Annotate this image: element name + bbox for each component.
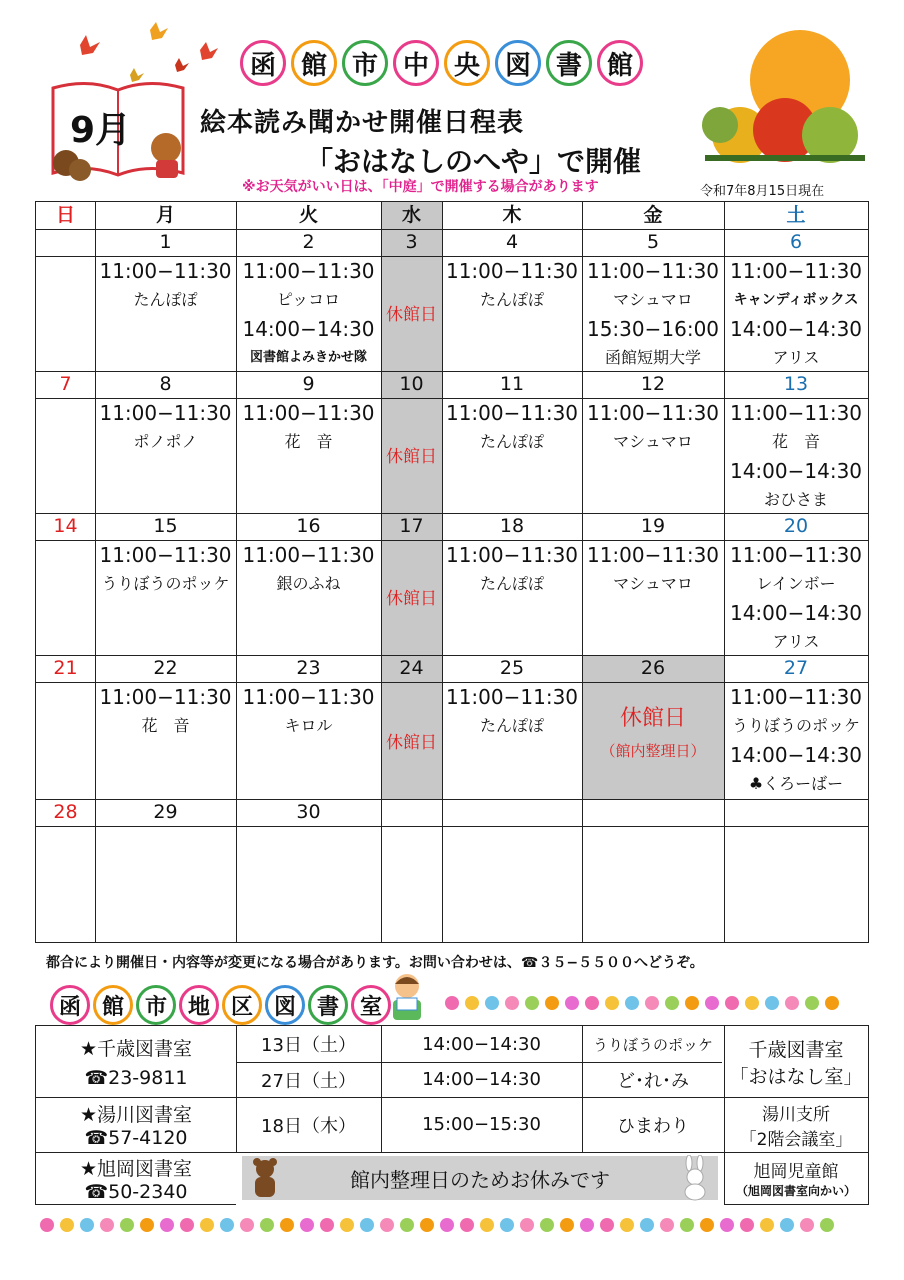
flower-icon xyxy=(380,1218,394,1232)
flower-icon xyxy=(685,996,699,1010)
event-cell xyxy=(236,398,381,456)
day-number: 18 xyxy=(499,515,525,537)
title-char: 中 xyxy=(393,40,439,86)
branch-group: ど･れ･み xyxy=(617,1070,689,1092)
closed-cell xyxy=(582,702,724,766)
day-number: 14 xyxy=(53,515,78,537)
flower-icon xyxy=(525,996,539,1010)
month-label: 9月 xyxy=(70,110,132,151)
flower-icon xyxy=(825,996,839,1010)
event-cell xyxy=(95,256,236,314)
weekday-header: 月 xyxy=(155,204,175,226)
title-char: 館 xyxy=(597,40,643,86)
flower-icon xyxy=(80,1218,94,1232)
flower-icon xyxy=(620,1218,634,1232)
flower-icon xyxy=(360,1218,374,1232)
flower-icon xyxy=(540,1218,554,1232)
flower-icon xyxy=(820,1218,834,1232)
branch-title-char: 区 xyxy=(222,985,262,1025)
day-number: 28 xyxy=(53,801,78,823)
event-time: 11:00−11:30 xyxy=(445,543,579,567)
flower-icon xyxy=(760,1218,774,1232)
place-room: 「おはなし室」 xyxy=(729,1065,863,1088)
flower-icon xyxy=(200,1218,214,1232)
branch-group: ひまわり xyxy=(617,1115,689,1137)
group-name: おひさま xyxy=(763,490,828,509)
flower-icon xyxy=(645,996,659,1010)
event-time: 11:00−11:30 xyxy=(586,259,720,283)
group-name: マシュマロ xyxy=(613,432,693,451)
event-time: 11:00−11:30 xyxy=(99,685,232,709)
flower-icon xyxy=(505,996,519,1010)
branch-time: 14:00−14:30 xyxy=(422,1033,541,1055)
branch-title-char: 館 xyxy=(93,985,133,1025)
event-time: 11:00−11:30 xyxy=(445,685,579,709)
event-cell xyxy=(236,540,381,598)
event-time: 11:00−11:30 xyxy=(99,259,232,283)
day-number: 8 xyxy=(159,373,172,395)
day-number: 10 xyxy=(399,373,424,395)
flower-icon xyxy=(660,1218,674,1232)
branch-name: ★旭岡図書室 xyxy=(79,1157,193,1180)
day-number: 26 xyxy=(640,657,666,679)
event-time: 15:30−16:00 xyxy=(586,317,720,341)
flower-icon xyxy=(605,996,619,1010)
flower-icon xyxy=(440,1218,454,1232)
branch-place xyxy=(724,1097,868,1152)
day-number: 25 xyxy=(499,657,525,679)
flower-icon xyxy=(705,996,719,1010)
closed-label: 休館日 xyxy=(386,447,437,467)
as-of-date: 令和7年8月15日現在 xyxy=(700,184,825,199)
event-time: 14:00−14:30 xyxy=(242,317,375,341)
flower-icon xyxy=(740,1218,754,1232)
group-name: たんぽぽ xyxy=(479,716,544,735)
place-name: 旭岡児童館 xyxy=(753,1162,839,1182)
day-number: 9 xyxy=(302,373,315,395)
flower-border-top xyxy=(445,990,839,1016)
event-time: 11:00−11:30 xyxy=(242,259,375,283)
flower-icon xyxy=(700,1218,714,1232)
event-cell xyxy=(95,540,236,598)
weekday-header: 木 xyxy=(502,204,522,226)
event-cell xyxy=(724,256,868,372)
branch-schedule-table xyxy=(35,1025,869,1205)
weekday-header: 水 xyxy=(401,204,421,226)
group-name: 函館短期大学 xyxy=(604,348,701,367)
branch-phone: ☎23-9811 xyxy=(84,1067,188,1089)
group-name: 銀のふね xyxy=(276,574,341,593)
flower-icon xyxy=(800,1218,814,1232)
group-name: たんぽぽ xyxy=(133,290,198,309)
event-time: 11:00−11:30 xyxy=(99,543,232,567)
flower-icon xyxy=(280,1218,294,1232)
schedule-subtitle: 「おはなしのへや」で開催 xyxy=(305,145,642,178)
place-room: 「2階会議室」 xyxy=(739,1129,853,1150)
title-char: 市 xyxy=(342,40,388,86)
calendar-grid xyxy=(35,201,869,943)
group-name: キャンディボックス xyxy=(733,292,859,308)
day-number: 1 xyxy=(159,231,172,253)
branch-title xyxy=(50,985,391,1025)
day-number: 2 xyxy=(302,231,315,253)
day-number: 3 xyxy=(405,231,418,253)
flower-icon xyxy=(580,1218,594,1232)
event-time: 11:00−11:30 xyxy=(99,401,232,425)
branch-phone: ☎50-2340 xyxy=(84,1180,188,1203)
closed-label: 休館日 xyxy=(386,305,437,325)
day-number: 20 xyxy=(783,515,809,537)
group-name: 花 音 xyxy=(141,716,190,735)
group-name: うりぼうのポッケ xyxy=(731,716,860,735)
flower-icon xyxy=(585,996,599,1010)
place-name: 湯川支所 xyxy=(762,1104,830,1125)
weather-note: ※お天気がいい日は、「中庭」で開催する場合があります xyxy=(242,179,599,195)
day-number: 16 xyxy=(296,515,321,537)
flower-icon xyxy=(180,1218,194,1232)
branch-date: 27日（土） xyxy=(261,1070,356,1092)
bear-icon xyxy=(248,1157,282,1199)
title-char: 央 xyxy=(444,40,490,86)
branch-title-char: 図 xyxy=(265,985,305,1025)
closed-label: 休館日 xyxy=(619,706,686,731)
group-name: レインボー xyxy=(756,574,836,593)
title-char: 函 xyxy=(240,40,286,86)
branch-name: ★千歳図書室 xyxy=(79,1038,193,1060)
day-number: 11 xyxy=(499,373,525,395)
day-number: 6 xyxy=(789,231,803,253)
event-time: 11:00−11:30 xyxy=(729,401,863,425)
event-time: 11:00−11:30 xyxy=(445,259,579,283)
day-number: 7 xyxy=(59,373,72,395)
branch-place xyxy=(724,1152,868,1204)
flower-icon xyxy=(545,996,559,1010)
event-time: 14:00−14:30 xyxy=(729,317,863,341)
title-char: 書 xyxy=(546,40,592,86)
branch-chitose xyxy=(36,1026,236,1097)
day-number: 4 xyxy=(505,231,519,253)
group-name: アリス xyxy=(772,632,820,651)
branch-title-char: 室 xyxy=(351,985,391,1025)
day-number: 30 xyxy=(296,801,321,823)
event-time: 11:00−11:30 xyxy=(729,543,863,567)
place-note: （旭岡図書室向かい） xyxy=(735,1184,856,1198)
flower-icon xyxy=(500,1218,514,1232)
group-name: 花 音 xyxy=(771,432,820,451)
closed-reason: （館内整理日） xyxy=(600,742,706,760)
flower-icon xyxy=(240,1218,254,1232)
flower-icon xyxy=(420,1218,434,1232)
event-time: 14:00−14:30 xyxy=(729,601,863,625)
branch-phone: ☎57-4120 xyxy=(84,1127,188,1149)
flower-icon xyxy=(785,996,799,1010)
flower-icon xyxy=(565,996,579,1010)
branch-time: 15:00−15:30 xyxy=(422,1114,541,1135)
flower-icon xyxy=(60,1218,74,1232)
flower-border-bottom xyxy=(40,1212,834,1238)
day-number: 15 xyxy=(153,515,178,537)
flower-icon xyxy=(680,1218,694,1232)
event-cell xyxy=(95,398,236,456)
day-number: 29 xyxy=(153,801,178,823)
flower-icon xyxy=(465,996,479,1010)
event-time: 11:00−11:30 xyxy=(586,543,720,567)
title-char: 図 xyxy=(495,40,541,86)
flower-icon xyxy=(140,1218,154,1232)
flower-icon xyxy=(460,1218,474,1232)
group-name: ピッコロ xyxy=(276,290,341,309)
day-number: 23 xyxy=(296,657,321,679)
flower-icon xyxy=(100,1218,114,1232)
event-time: 11:00−11:30 xyxy=(242,543,375,567)
rabbit-icon xyxy=(678,1155,712,1201)
flower-icon xyxy=(160,1218,174,1232)
flower-icon xyxy=(520,1218,534,1232)
event-cell xyxy=(236,682,381,740)
group-name: たんぽぽ xyxy=(479,290,544,309)
group-name: 図書館よみきかせ隊 xyxy=(249,350,367,365)
group-name: たんぽぽ xyxy=(479,574,544,593)
group-name: アリス xyxy=(772,348,820,367)
day-number: 21 xyxy=(53,657,78,679)
flower-icon xyxy=(600,1218,614,1232)
day-number: 17 xyxy=(399,515,424,537)
day-number: 22 xyxy=(153,657,178,679)
closed-label: 休館日 xyxy=(386,733,437,753)
event-cell xyxy=(236,256,381,372)
day-number: 13 xyxy=(783,373,809,395)
event-cell xyxy=(442,398,582,456)
event-time: 14:00−14:30 xyxy=(729,459,863,483)
flower-icon xyxy=(745,996,759,1010)
flower-icon xyxy=(560,1218,574,1232)
event-time: 14:00−14:30 xyxy=(729,743,863,767)
flower-icon xyxy=(300,1218,314,1232)
event-time: 11:00−11:30 xyxy=(242,401,375,425)
event-cell xyxy=(442,256,582,314)
event-time: 11:00−11:30 xyxy=(729,259,863,283)
flower-icon xyxy=(765,996,779,1010)
library-title xyxy=(240,40,643,86)
branch-date: 18日（木） xyxy=(261,1115,356,1137)
group-name: マシュマロ xyxy=(613,574,693,593)
flower-icon xyxy=(720,1218,734,1232)
weekday-header: 火 xyxy=(298,204,318,226)
event-cell xyxy=(724,682,868,798)
closure-message: 館内整理日のためお休みです xyxy=(242,1156,718,1200)
group-name: ♣くろーばー xyxy=(748,774,844,793)
schedule-title: 絵本読み聞かせ開催日程表 xyxy=(200,108,525,138)
branch-place xyxy=(724,1026,868,1097)
branch-title-char: 市 xyxy=(136,985,176,1025)
group-name: ポノポノ xyxy=(133,432,198,451)
flower-icon xyxy=(260,1218,274,1232)
event-cell xyxy=(724,398,868,514)
day-number: 19 xyxy=(640,515,666,537)
branch-title-char: 函 xyxy=(50,985,90,1025)
flower-icon xyxy=(725,996,739,1010)
weekday-header: 日 xyxy=(55,204,75,226)
flower-icon xyxy=(120,1218,134,1232)
flower-icon xyxy=(480,1218,494,1232)
title-char: 館 xyxy=(291,40,337,86)
weekday-header: 金 xyxy=(643,204,663,226)
sun-and-trees-illustration xyxy=(700,25,870,175)
branch-yunokawa xyxy=(36,1097,236,1152)
branch-date: 13日（土） xyxy=(261,1035,356,1056)
flower-icon xyxy=(40,1218,54,1232)
event-cell xyxy=(442,682,582,740)
event-time: 11:00−11:30 xyxy=(729,685,863,709)
flower-icon xyxy=(805,996,819,1010)
event-cell xyxy=(95,682,236,740)
event-cell xyxy=(582,540,724,598)
day-number: 12 xyxy=(640,373,666,395)
event-cell xyxy=(724,540,868,656)
branch-title-char: 地 xyxy=(179,985,219,1025)
branch-name: ★湯川図書室 xyxy=(79,1104,193,1126)
branch-group: うりぼうのポッケ xyxy=(592,1035,713,1054)
event-time: 11:00−11:30 xyxy=(586,401,720,425)
event-time: 11:00−11:30 xyxy=(445,401,579,425)
flower-icon xyxy=(780,1218,794,1232)
event-cell xyxy=(442,540,582,598)
group-name: うりぼうのポッケ xyxy=(101,574,230,593)
group-name: 花 音 xyxy=(284,432,333,451)
group-name: たんぽぽ xyxy=(479,432,544,451)
branch-time: 14:00−14:30 xyxy=(422,1069,541,1090)
flower-icon xyxy=(220,1218,234,1232)
day-number: 24 xyxy=(399,657,424,679)
flower-icon xyxy=(400,1218,414,1232)
flower-icon xyxy=(625,996,639,1010)
flower-icon xyxy=(445,996,459,1010)
flower-icon xyxy=(665,996,679,1010)
branch-title-char: 書 xyxy=(308,985,348,1025)
flower-icon xyxy=(485,996,499,1010)
flower-icon xyxy=(340,1218,354,1232)
place-name: 千歳図書室 xyxy=(748,1038,844,1061)
group-name: マシュマロ xyxy=(613,290,693,309)
group-name: キロル xyxy=(284,716,333,735)
event-cell xyxy=(582,256,724,372)
reading-child-illustration xyxy=(385,972,430,1022)
event-time: 11:00−11:30 xyxy=(242,685,375,709)
event-cell xyxy=(582,398,724,456)
flower-icon xyxy=(640,1218,654,1232)
closed-label: 休館日 xyxy=(386,589,437,609)
weekday-header: 土 xyxy=(786,204,806,226)
flower-icon xyxy=(320,1218,334,1232)
contact-note: 都合により開催日・内容等が変更になる場合があります。お問い合わせは、☎３５−５５００へどうぞ。 xyxy=(46,955,704,971)
day-number: 27 xyxy=(783,657,809,679)
day-number: 5 xyxy=(646,231,660,253)
branch-asahioka xyxy=(36,1152,236,1204)
